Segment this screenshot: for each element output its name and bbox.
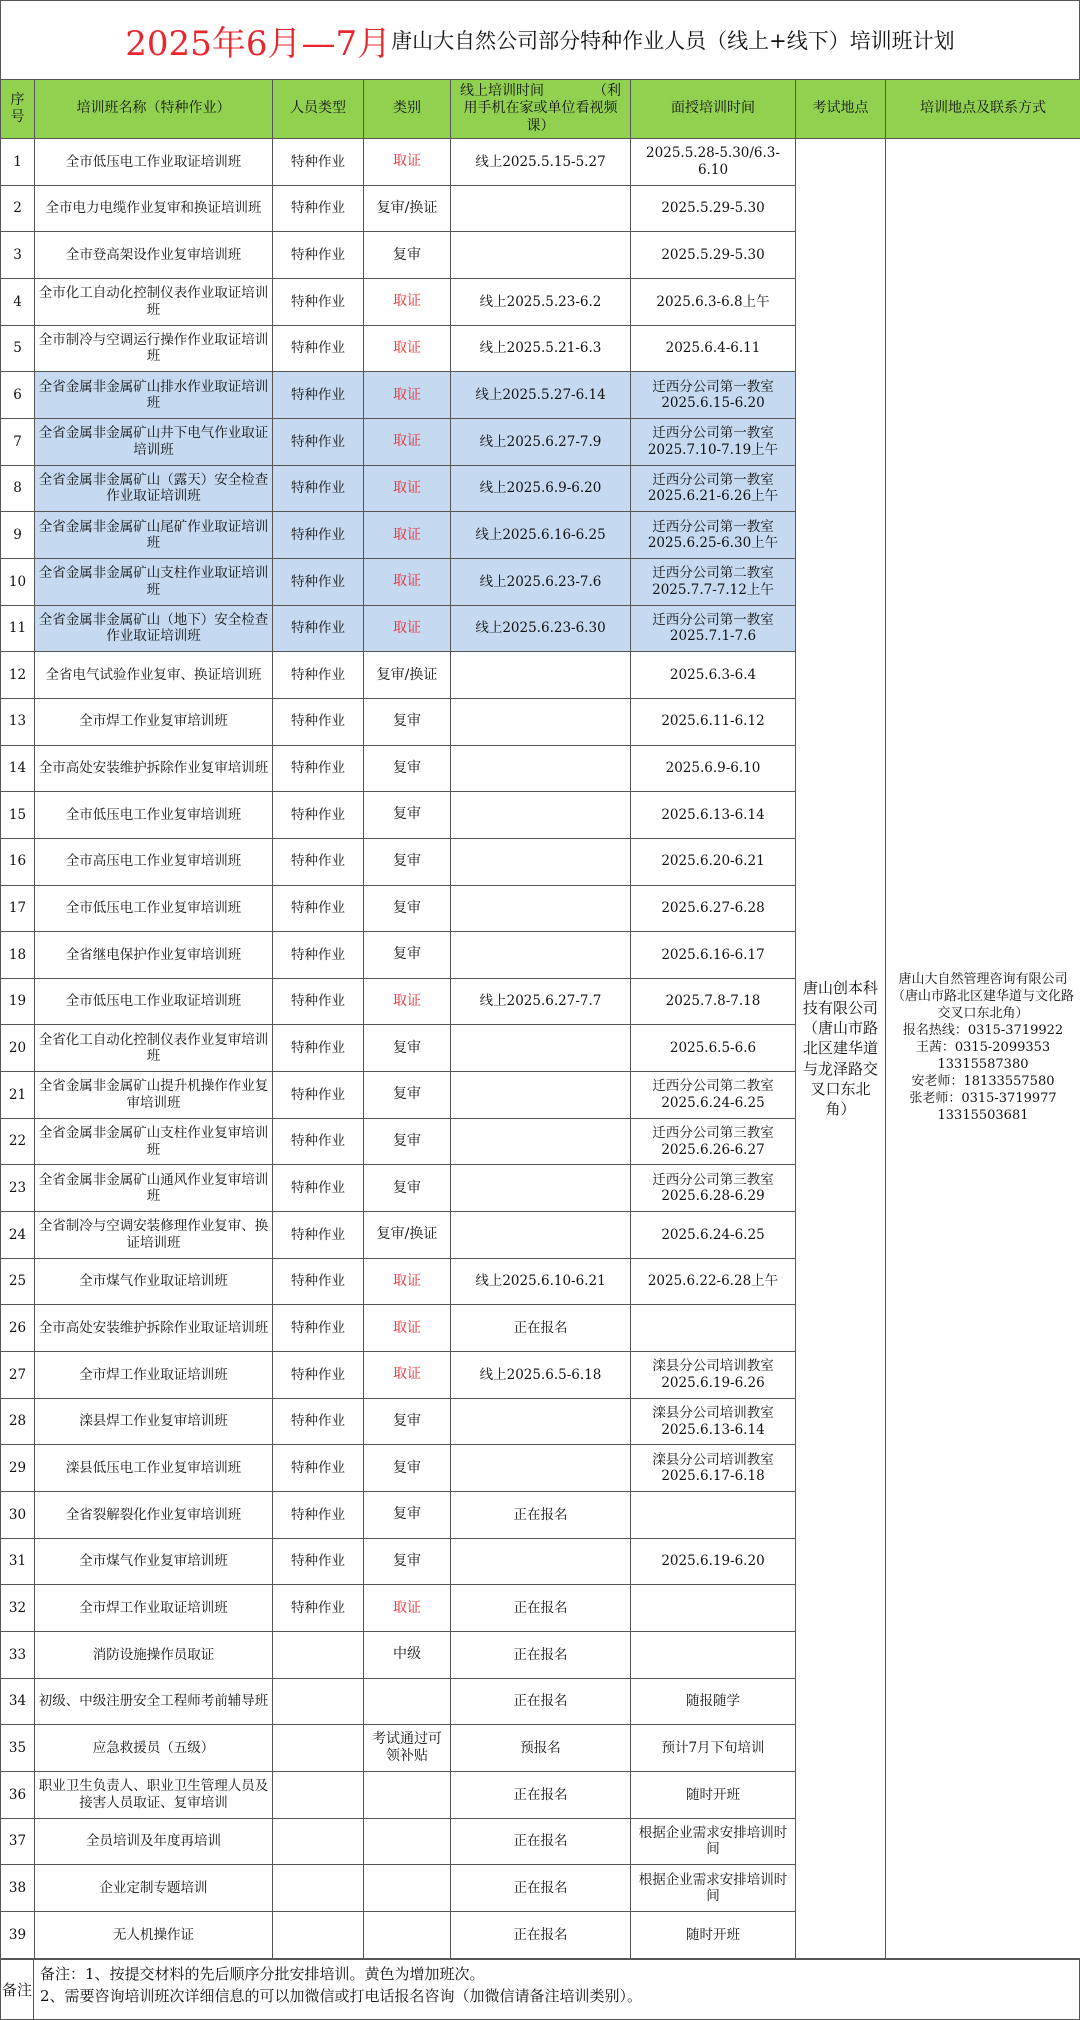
category: 取证 — [364, 325, 451, 372]
offline-time: 2025.6.11-6.12 — [631, 698, 796, 745]
row-number: 33 — [1, 1632, 35, 1679]
category: 复审 — [364, 1398, 451, 1445]
row-number: 2 — [1, 185, 35, 232]
course-name: 全市煤气作业复审培训班 — [35, 1538, 273, 1585]
header-exam-location: 考试地点 — [796, 80, 886, 139]
contact-line: 王茜：0315-2099353 — [889, 1040, 1077, 1057]
course-name: 全市煤气作业取证培训班 — [35, 1258, 273, 1305]
online-time: 线上2025.6.23-6.30 — [451, 605, 631, 652]
person-type — [273, 1632, 364, 1679]
online-time — [451, 698, 631, 745]
category: 复审 — [364, 1538, 451, 1585]
offline-time: 随报随学 — [631, 1678, 796, 1725]
online-time: 预报名 — [451, 1725, 631, 1772]
category: 取证 — [364, 558, 451, 605]
category: 复审 — [364, 1118, 451, 1165]
course-name: 全省金属非金属矿山尾矿作业取证培训班 — [35, 512, 273, 559]
header-name: 培训班名称（特种作业） — [35, 80, 273, 139]
offline-time: 2025.6.5-6.6 — [631, 1025, 796, 1072]
course-name: 全市高处安装维护拆除作业取证培训班 — [35, 1305, 273, 1352]
offline-time: 2025.5.29-5.30 — [631, 185, 796, 232]
online-time: 线上2025.6.23-7.6 — [451, 558, 631, 605]
row-number: 6 — [1, 372, 35, 419]
person-type: 特种作业 — [273, 978, 364, 1025]
category: 复审 — [364, 1492, 451, 1539]
person-type: 特种作业 — [273, 278, 364, 325]
notes-section — [0, 1959, 1080, 2020]
online-time — [451, 1398, 631, 1445]
person-type: 特种作业 — [273, 1025, 364, 1072]
online-time: 正在报名 — [451, 1865, 631, 1912]
online-time — [451, 838, 631, 885]
offline-time: 2025.6.3-6.8上午 — [631, 278, 796, 325]
offline-time: 迁西分公司第一教室 2025.7.1-7.6 — [631, 605, 796, 652]
category: 复审/换证 — [364, 652, 451, 699]
category — [364, 1911, 451, 1958]
person-type: 特种作业 — [273, 232, 364, 279]
offline-time: 2025.6.27-6.28 — [631, 885, 796, 932]
row-number: 18 — [1, 932, 35, 979]
online-time — [451, 1025, 631, 1072]
person-type: 特种作业 — [273, 418, 364, 465]
note-line-2: 2、需要咨询培训班次详细信息的可以加微信或打电话报名咨询（加微信请备注培训类别）。 — [40, 1986, 1073, 2008]
row-number: 23 — [1, 1165, 35, 1212]
row-number: 35 — [1, 1725, 35, 1772]
online-time: 线上2025.5.21-6.3 — [451, 325, 631, 372]
person-type — [273, 1771, 364, 1818]
offline-time: 2025.5.29-5.30 — [631, 232, 796, 279]
online-time: 正在报名 — [451, 1771, 631, 1818]
category: 复审/换证 — [364, 1212, 451, 1259]
person-type: 特种作业 — [273, 605, 364, 652]
contact-line: 安老师：18133557580 — [889, 1074, 1077, 1091]
category: 复审 — [364, 1445, 451, 1492]
person-type: 特种作业 — [273, 652, 364, 699]
row-number: 7 — [1, 418, 35, 465]
contact-line: 张老师：0315-3719977 — [889, 1091, 1077, 1108]
course-name: 无人机操作证 — [35, 1911, 273, 1958]
offline-time: 迁西分公司第一教室 2025.6.25-6.30上午 — [631, 512, 796, 559]
row-number: 11 — [1, 605, 35, 652]
row-number: 22 — [1, 1118, 35, 1165]
offline-time: 随时开班 — [631, 1771, 796, 1818]
offline-time: 2025.6.13-6.14 — [631, 792, 796, 839]
row-number: 16 — [1, 838, 35, 885]
person-type: 特种作业 — [273, 1398, 364, 1445]
course-name: 全省裂解裂化作业复审培训班 — [35, 1492, 273, 1539]
course-name: 全省电气试验作业复审、换证培训班 — [35, 652, 273, 699]
course-name: 企业定制专题培训 — [35, 1865, 273, 1912]
table-header-row — [1, 80, 1080, 139]
category: 复审 — [364, 698, 451, 745]
offline-time: 2025.6.3-6.4 — [631, 652, 796, 699]
course-name: 全市化工自动化控制仪表作业取证培训班 — [35, 278, 273, 325]
row-number: 17 — [1, 885, 35, 932]
row-number: 10 — [1, 558, 35, 605]
online-time: 正在报名 — [451, 1492, 631, 1539]
online-time: 线上2025.6.16-6.25 — [451, 512, 631, 559]
course-name: 全市焊工作业取证培训班 — [35, 1585, 273, 1632]
category: 取证 — [364, 418, 451, 465]
online-time — [451, 1118, 631, 1165]
course-name: 全市制冷与空调运行操作作业取证培训班 — [35, 325, 273, 372]
header-no: 序号 — [1, 80, 35, 139]
row-number: 13 — [1, 698, 35, 745]
offline-time: 滦县分公司培训教室 2025.6.19-6.26 — [631, 1352, 796, 1399]
table-row — [1, 139, 1080, 186]
category: 取证 — [364, 372, 451, 419]
course-name: 全市低压电工作业复审培训班 — [35, 885, 273, 932]
course-name: 全市电力电缆作业复审和换证培训班 — [35, 185, 273, 232]
category — [364, 1678, 451, 1725]
course-name: 初级、中级注册安全工程师考前辅导班 — [35, 1678, 273, 1725]
person-type: 特种作业 — [273, 512, 364, 559]
category: 取证 — [364, 1305, 451, 1352]
category — [364, 1818, 451, 1865]
online-time — [451, 1445, 631, 1492]
course-name: 全市焊工作业取证培训班 — [35, 1352, 273, 1399]
row-number: 39 — [1, 1911, 35, 1958]
category: 取证 — [364, 1352, 451, 1399]
category: 考试通过可领补贴 — [364, 1725, 451, 1772]
course-name: 全省金属非金属矿山（地下）安全检查作业取证培训班 — [35, 605, 273, 652]
course-name: 滦县焊工作业复审培训班 — [35, 1398, 273, 1445]
row-number: 8 — [1, 465, 35, 512]
notes-label: 备注 — [1, 1960, 34, 2019]
person-type: 特种作业 — [273, 1492, 364, 1539]
offline-time: 2025.6.24-6.25 — [631, 1212, 796, 1259]
course-name: 全市焊工作业复审培训班 — [35, 698, 273, 745]
row-number: 9 — [1, 512, 35, 559]
online-time: 正在报名 — [451, 1305, 631, 1352]
person-type: 特种作业 — [273, 698, 364, 745]
person-type: 特种作业 — [273, 1072, 364, 1119]
person-type: 特种作业 — [273, 1585, 364, 1632]
category — [364, 1771, 451, 1818]
offline-time: 迁西分公司第一教室 2025.6.21-6.26上午 — [631, 465, 796, 512]
person-type: 特种作业 — [273, 745, 364, 792]
person-type: 特种作业 — [273, 838, 364, 885]
row-number: 27 — [1, 1352, 35, 1399]
online-time — [451, 885, 631, 932]
offline-time: 迁西分公司第一教室 2025.7.10-7.19上午 — [631, 418, 796, 465]
person-type: 特种作业 — [273, 885, 364, 932]
category: 取证 — [364, 512, 451, 559]
offline-time: 2025.6.4-6.11 — [631, 325, 796, 372]
row-number: 31 — [1, 1538, 35, 1585]
person-type: 特种作业 — [273, 558, 364, 605]
row-number: 34 — [1, 1678, 35, 1725]
course-name: 全省继电保护作业复审培训班 — [35, 932, 273, 979]
row-number: 38 — [1, 1865, 35, 1912]
offline-time: 迁西分公司第二教室 2025.6.24-6.25 — [631, 1072, 796, 1119]
offline-time — [631, 1305, 796, 1352]
person-type: 特种作业 — [273, 1212, 364, 1259]
person-type: 特种作业 — [273, 1165, 364, 1212]
person-type — [273, 1911, 364, 1958]
person-type: 特种作业 — [273, 932, 364, 979]
online-time — [451, 1212, 631, 1259]
course-name: 消防设施操作员取证 — [35, 1632, 273, 1679]
offline-time: 2025.6.9-6.10 — [631, 745, 796, 792]
row-number: 15 — [1, 792, 35, 839]
person-type: 特种作业 — [273, 1445, 364, 1492]
exam-location: 唐山创本科技有限公司（唐山市路北区建华道与龙泽路交叉口东北角） — [796, 139, 886, 1959]
online-time — [451, 652, 631, 699]
row-number: 24 — [1, 1212, 35, 1259]
category — [364, 1865, 451, 1912]
person-type: 特种作业 — [273, 1305, 364, 1352]
category: 复审 — [364, 232, 451, 279]
category: 复审 — [364, 792, 451, 839]
online-time — [451, 1072, 631, 1119]
header-online-time: 线上培训时间 （利用手机在家或单位看视频课） — [451, 80, 631, 139]
note-line-1: 备注：1、按提交材料的先后顺序分批安排培训。黄色为增加班次。 — [40, 1964, 1073, 1986]
online-time — [451, 932, 631, 979]
course-name: 全省金属非金属矿山井下电气作业取证培训班 — [35, 418, 273, 465]
offline-time: 2025.7.8-7.18 — [631, 978, 796, 1025]
person-type — [273, 1818, 364, 1865]
offline-time — [631, 1585, 796, 1632]
offline-time: 滦县分公司培训教室 2025.6.17-6.18 — [631, 1445, 796, 1492]
header-training-location-contact: 培训地点及联系方式 — [886, 80, 1080, 139]
row-number: 26 — [1, 1305, 35, 1352]
row-number: 36 — [1, 1771, 35, 1818]
category: 取证 — [364, 1585, 451, 1632]
row-number: 28 — [1, 1398, 35, 1445]
course-name: 全市低压电工作业复审培训班 — [35, 792, 273, 839]
offline-time: 2025.6.22-6.28上午 — [631, 1258, 796, 1305]
course-name: 全市登高架设作业复审培训班 — [35, 232, 273, 279]
title-date-range: 2025年6月—7月 — [125, 16, 391, 65]
course-name: 全省金属非金属矿山提升机操作作业复审培训班 — [35, 1072, 273, 1119]
online-time: 正在报名 — [451, 1632, 631, 1679]
online-time: 线上2025.6.10-6.21 — [451, 1258, 631, 1305]
category: 取证 — [364, 465, 451, 512]
person-type: 特种作业 — [273, 1118, 364, 1165]
online-time: 正在报名 — [451, 1911, 631, 1958]
online-time: 线上2025.5.15-5.27 — [451, 139, 631, 186]
training-location-contact — [886, 139, 1080, 1959]
online-time: 线上2025.6.27-7.9 — [451, 418, 631, 465]
person-type: 特种作业 — [273, 139, 364, 186]
course-name: 全省金属非金属矿山（露天）安全检查作业取证培训班 — [35, 465, 273, 512]
person-type: 特种作业 — [273, 372, 364, 419]
offline-time: 2025.6.20-6.21 — [631, 838, 796, 885]
category: 取证 — [364, 139, 451, 186]
person-type: 特种作业 — [273, 185, 364, 232]
online-time — [451, 232, 631, 279]
person-type: 特种作业 — [273, 325, 364, 372]
offline-time: 2025.6.19-6.20 — [631, 1538, 796, 1585]
row-number: 30 — [1, 1492, 35, 1539]
header-person-type: 人员类型 — [273, 80, 364, 139]
category: 复审/换证 — [364, 185, 451, 232]
person-type — [273, 1678, 364, 1725]
course-name: 滦县低压电工作业复审培训班 — [35, 1445, 273, 1492]
online-time — [451, 1538, 631, 1585]
category: 复审 — [364, 932, 451, 979]
category: 取证 — [364, 1258, 451, 1305]
online-time: 线上2025.6.5-6.18 — [451, 1352, 631, 1399]
row-number: 5 — [1, 325, 35, 372]
course-name: 全市高处安装维护拆除作业复审培训班 — [35, 745, 273, 792]
row-number: 29 — [1, 1445, 35, 1492]
online-time: 线上2025.5.23-6.2 — [451, 278, 631, 325]
category: 复审 — [364, 885, 451, 932]
online-time: 正在报名 — [451, 1818, 631, 1865]
course-name: 全省金属非金属矿山支柱作业取证培训班 — [35, 558, 273, 605]
title-text: 唐山大自然公司部分特种作业人员（线上+线下）培训班计划 — [391, 25, 955, 55]
row-number: 1 — [1, 139, 35, 186]
offline-time: 根据企业需求安排培训时间 — [631, 1818, 796, 1865]
row-number: 4 — [1, 278, 35, 325]
row-number: 3 — [1, 232, 35, 279]
course-name: 全省化工自动化控制仪表作业复审培训班 — [35, 1025, 273, 1072]
offline-time — [631, 1632, 796, 1679]
offline-time: 随时开班 — [631, 1911, 796, 1958]
course-name: 全市低压电工作业取证培训班 — [35, 139, 273, 186]
category: 复审 — [364, 1025, 451, 1072]
offline-time: 迁西分公司第二教室 2025.7.7-7.12上午 — [631, 558, 796, 605]
offline-time: 迁西分公司第一教室 2025.6.15-6.20 — [631, 372, 796, 419]
person-type — [273, 1865, 364, 1912]
row-number: 12 — [1, 652, 35, 699]
header-offline-time: 面授培训时间 — [631, 80, 796, 139]
online-time — [451, 792, 631, 839]
person-type: 特种作业 — [273, 1258, 364, 1305]
online-time: 正在报名 — [451, 1585, 631, 1632]
course-name: 全省金属非金属矿山排水作业取证培训班 — [35, 372, 273, 419]
offline-time: 2025.5.28-5.30/6.3-6.10 — [631, 139, 796, 186]
person-type: 特种作业 — [273, 1538, 364, 1585]
course-name: 全省金属非金属矿山通风作业复审培训班 — [35, 1165, 273, 1212]
course-name: 全省金属非金属矿山支柱作业复审培训班 — [35, 1118, 273, 1165]
person-type: 特种作业 — [273, 465, 364, 512]
contact-line: 报名热线：0315-3719922 — [889, 1023, 1077, 1040]
offline-time: 迁西分公司第三教室 2025.6.28-6.29 — [631, 1165, 796, 1212]
category: 中级 — [364, 1632, 451, 1679]
course-name: 职业卫生负责人、职业卫生管理人员及接害人员取证、复审培训 — [35, 1771, 273, 1818]
offline-time: 迁西分公司第三教室 2025.6.26-6.27 — [631, 1118, 796, 1165]
person-type — [273, 1725, 364, 1772]
online-time: 线上2025.6.9-6.20 — [451, 465, 631, 512]
course-name: 全省制冷与空调安装修理作业复审、换证培训班 — [35, 1212, 273, 1259]
category: 复审 — [364, 1072, 451, 1119]
person-type: 特种作业 — [273, 792, 364, 839]
course-name: 全市低压电工作业取证培训班 — [35, 978, 273, 1025]
row-number: 20 — [1, 1025, 35, 1072]
offline-time: 2025.6.16-6.17 — [631, 932, 796, 979]
person-type: 特种作业 — [273, 1352, 364, 1399]
row-number: 25 — [1, 1258, 35, 1305]
category: 取证 — [364, 978, 451, 1025]
offline-time — [631, 1492, 796, 1539]
online-time: 线上2025.6.27-7.7 — [451, 978, 631, 1025]
category: 取证 — [364, 605, 451, 652]
contact-line: 13315587380 — [889, 1057, 1077, 1074]
training-schedule-table — [0, 79, 1080, 1959]
row-number: 14 — [1, 745, 35, 792]
category: 取证 — [364, 278, 451, 325]
header-category: 类别 — [364, 80, 451, 139]
online-time: 线上2025.5.27-6.14 — [451, 372, 631, 419]
offline-time: 预计7月下旬培训 — [631, 1725, 796, 1772]
offline-time: 根据企业需求安排培训时间 — [631, 1865, 796, 1912]
contact-line: 13315503681 — [889, 1108, 1077, 1125]
category: 复审 — [364, 745, 451, 792]
row-number: 19 — [1, 978, 35, 1025]
category: 复审 — [364, 1165, 451, 1212]
offline-time: 滦县分公司培训教室 2025.6.13-6.14 — [631, 1398, 796, 1445]
row-number: 21 — [1, 1072, 35, 1119]
course-name: 应急救援员（五级） — [35, 1725, 273, 1772]
row-number: 37 — [1, 1818, 35, 1865]
category: 复审 — [364, 838, 451, 885]
online-time — [451, 1165, 631, 1212]
online-time — [451, 185, 631, 232]
course-name: 全员培训及年度再培训 — [35, 1818, 273, 1865]
page-title — [0, 0, 1080, 80]
contact-line: 唐山大自然管理咨询有限公司（唐山市路北区建华道与文化路交叉口东北角） — [889, 972, 1077, 1023]
online-time — [451, 745, 631, 792]
course-name: 全市高压电工作业复审培训班 — [35, 838, 273, 885]
row-number: 32 — [1, 1585, 35, 1632]
online-time: 正在报名 — [451, 1678, 631, 1725]
